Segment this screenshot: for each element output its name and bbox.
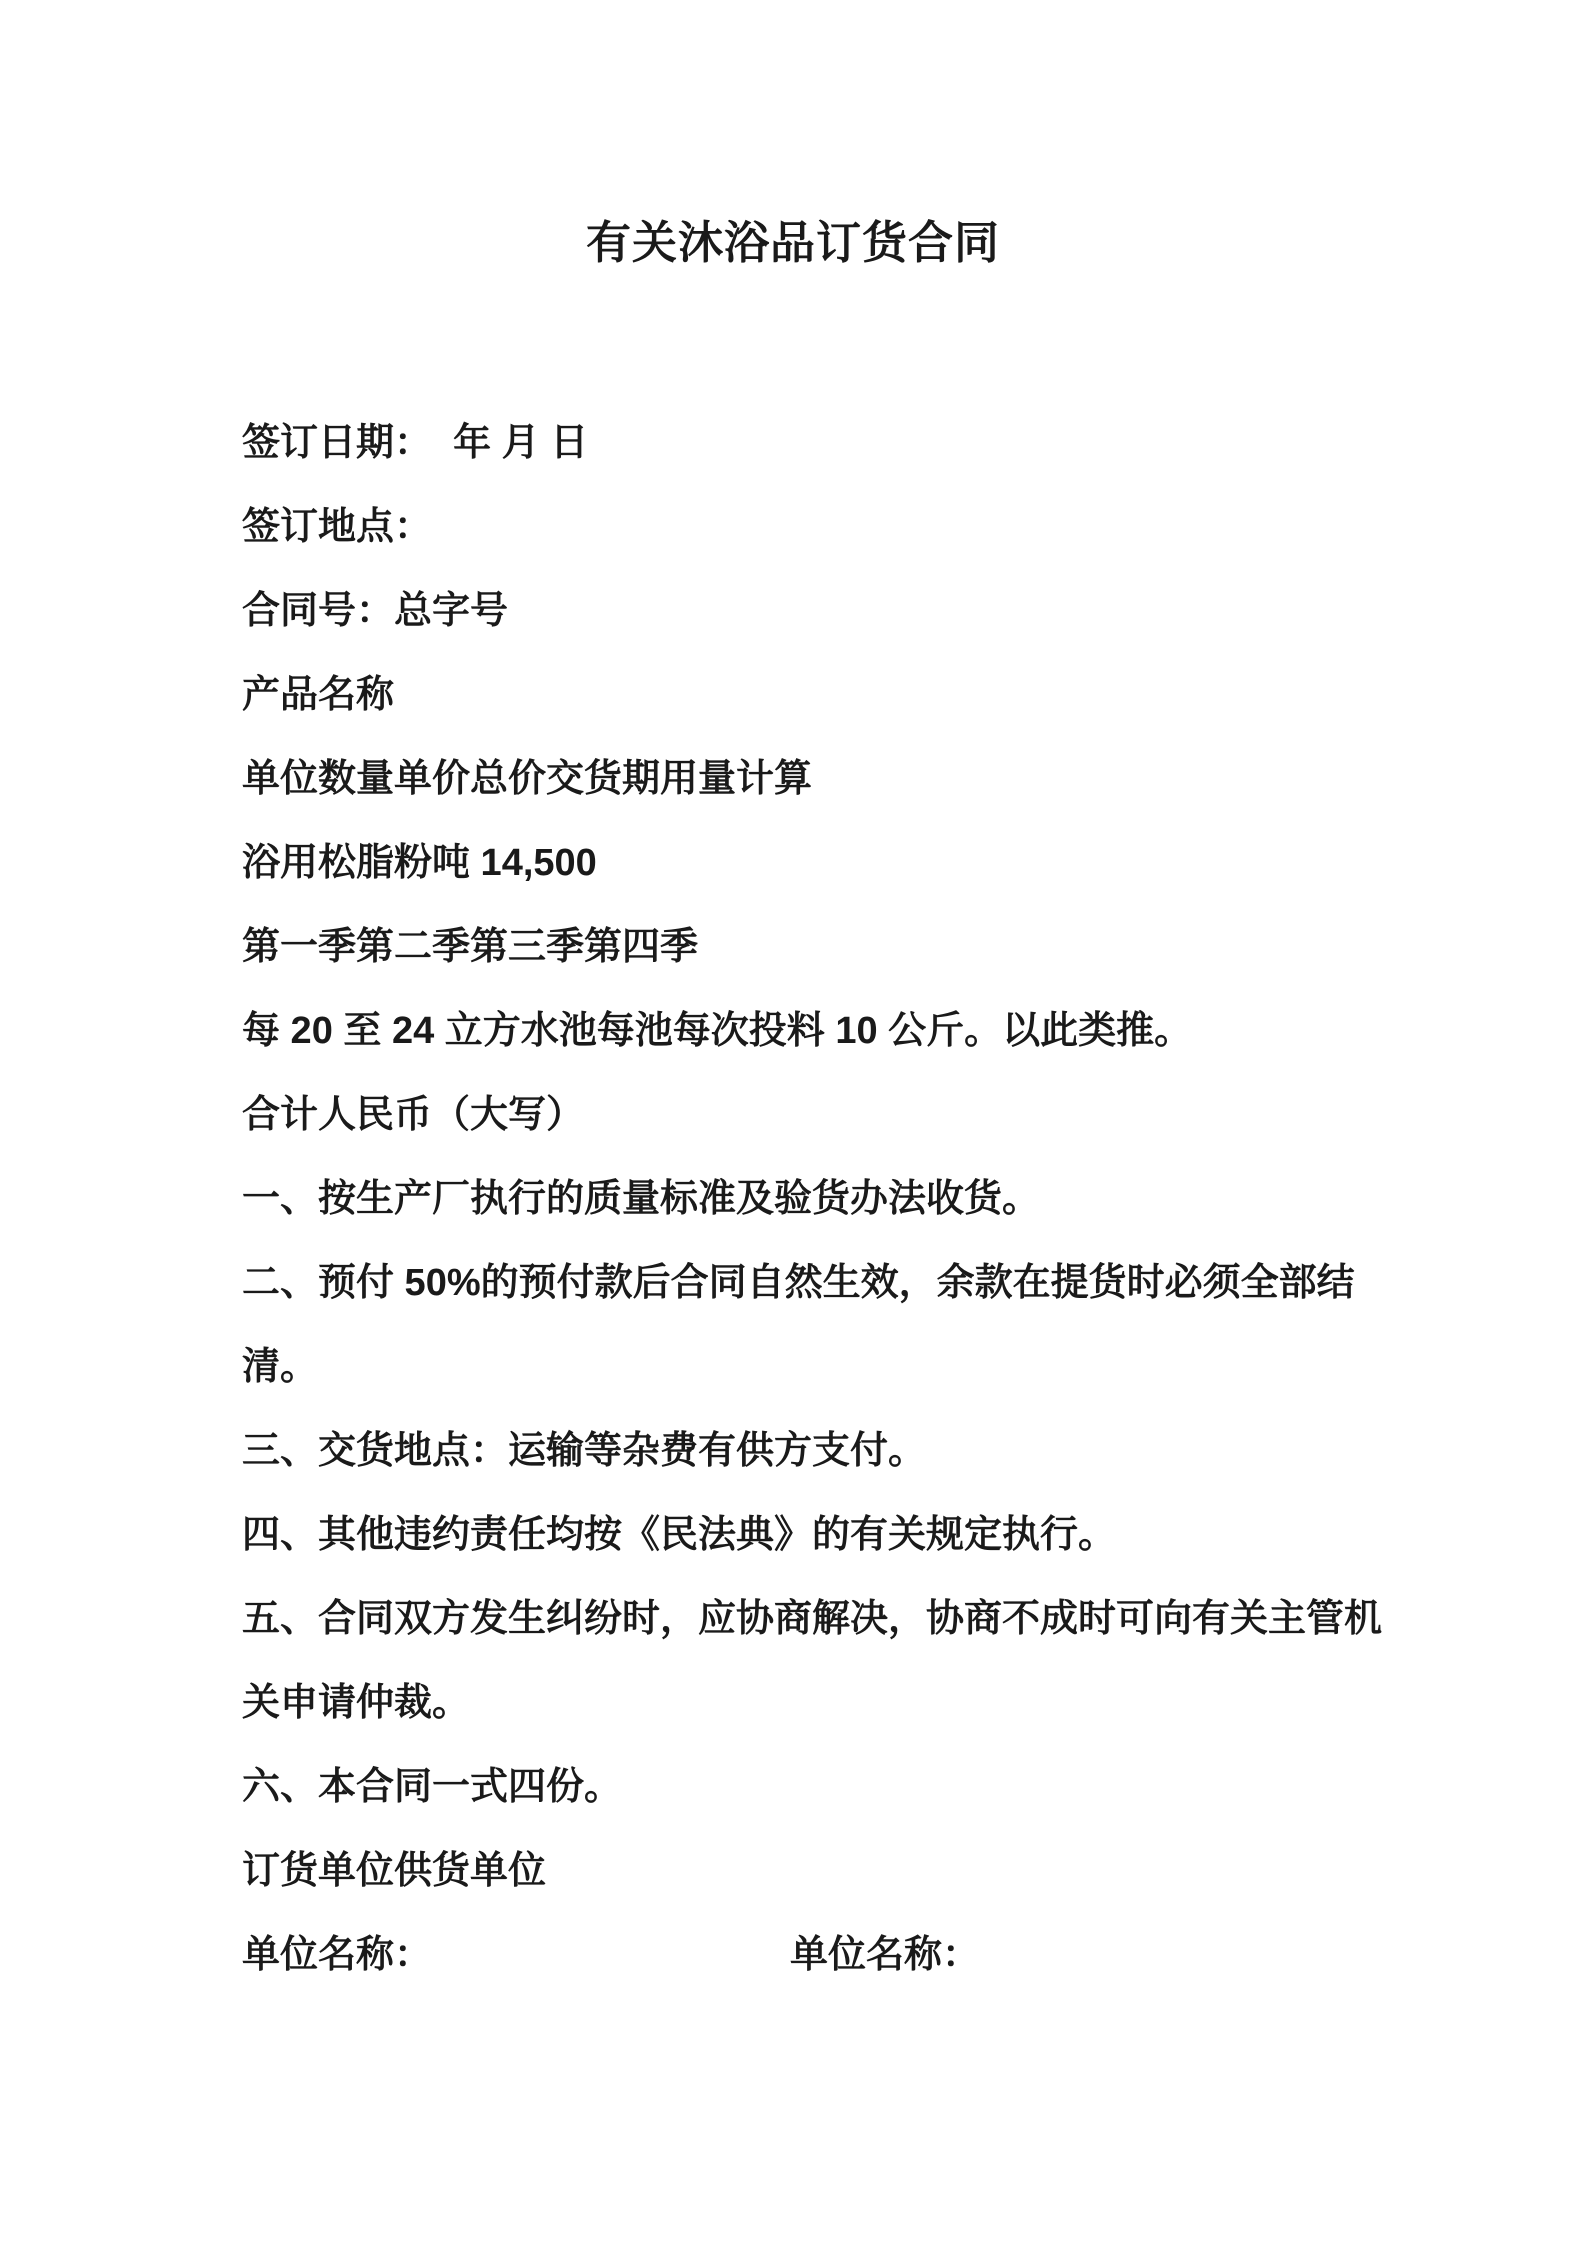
paragraph-line: 浴用松脂粉吨 14,500 xyxy=(242,841,597,884)
paragraph-line: 合计人民币（大写） xyxy=(242,1093,585,1136)
paragraph-line: 清。 xyxy=(242,1345,319,1388)
document-title: 有关沐浴品订货合同 xyxy=(585,217,1000,268)
paragraph-line: 每 20 至 24 立方水池每池每次投料 10 公斤。以此类推。 xyxy=(242,1009,1193,1052)
paragraph-line: 六、本合同一式四份。 xyxy=(242,1765,623,1808)
paragraph-line: 第一季第二季第三季第四季 xyxy=(242,925,699,968)
document-body xyxy=(0,396,1586,1992)
supplying-unit-name-label: 单位名称： xyxy=(790,1933,981,1976)
ordering-unit-name-label: 单位名称： xyxy=(242,1933,433,1976)
paragraph-line: 合同号：总字号 xyxy=(242,589,509,632)
paragraph-line: 二、预付 50%的预付款后合同自然生效，余款在提货时必须全部结 xyxy=(242,1261,1355,1304)
paragraph-line: 五、合同双方发生纠纷时，应协商解决，协商不成时可向有关主管机 xyxy=(242,1597,1383,1640)
paragraph-line: 单位数量单价总价交货期用量计算 xyxy=(242,757,813,800)
paragraph-line: 签订地点： xyxy=(242,505,433,548)
paragraph-line: 产品名称 xyxy=(242,673,395,716)
paragraph-line: 一、按生产厂执行的质量标准及验货办法收货。 xyxy=(242,1177,1041,1220)
paragraph-line: 三、交货地点：运输等杂费有供方支付。 xyxy=(242,1429,927,1472)
paragraph-line: 签订日期： 年 月 日 xyxy=(242,421,589,464)
unit-name-row xyxy=(242,1908,1376,1992)
paragraph-line: 四、其他违约责任均按《民法典》的有关规定执行。 xyxy=(242,1513,1117,1556)
paragraph-line: 订货单位供货单位 xyxy=(242,1849,547,1892)
paragraph-list xyxy=(242,396,1383,1908)
paragraph-line: 关申请仲裁。 xyxy=(242,1681,471,1724)
